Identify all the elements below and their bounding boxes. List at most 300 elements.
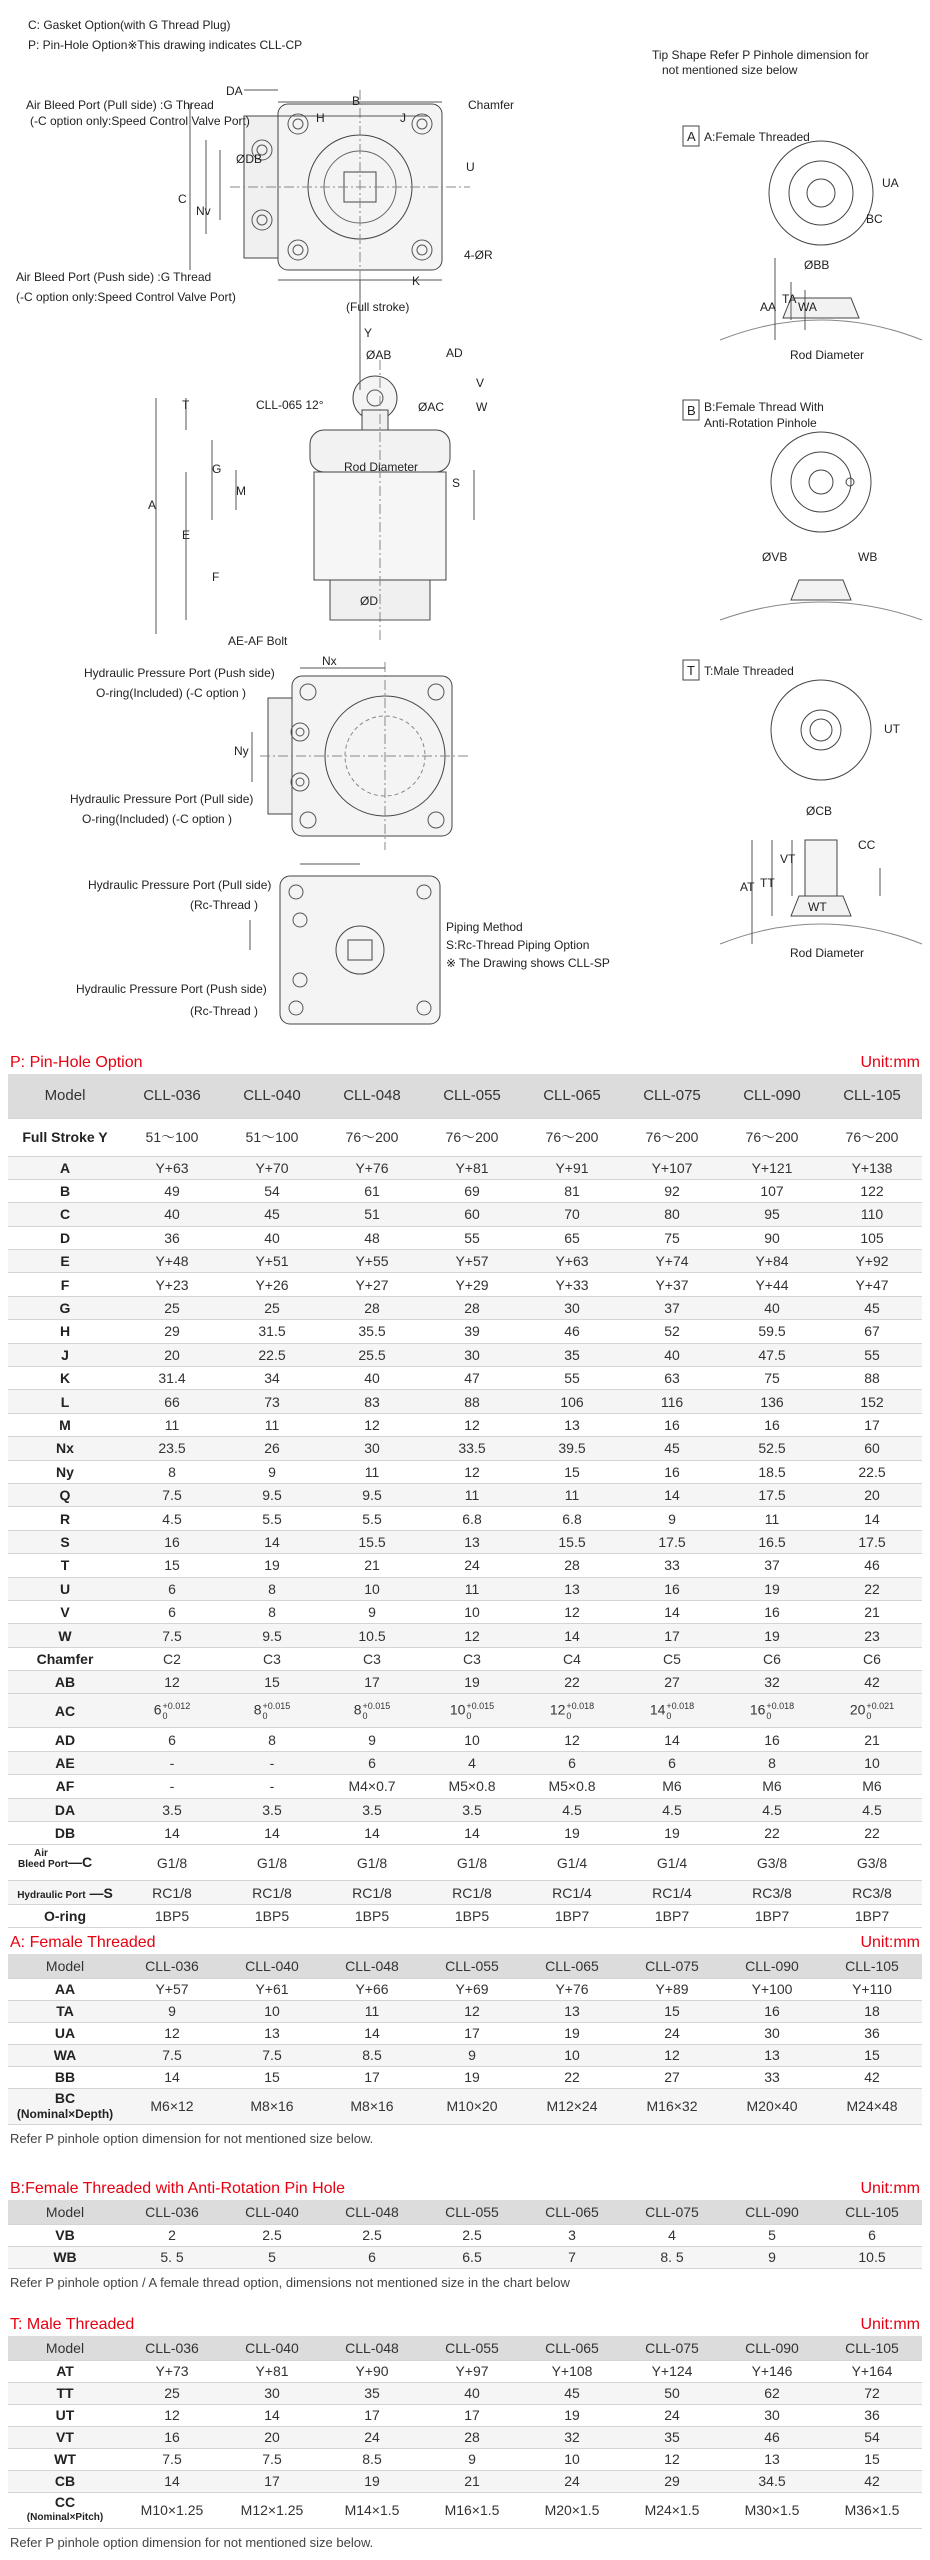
- table-cell: Y+63: [522, 1250, 622, 1273]
- table-row: [8, 1156, 922, 1179]
- row-label: Chamfer: [8, 1647, 122, 1670]
- dim-cc: CC: [858, 838, 876, 852]
- table-row: [8, 1413, 922, 1436]
- table-cell: 14: [822, 1507, 922, 1530]
- table-cell: 12: [122, 2022, 222, 2044]
- table-cell: 75: [722, 1367, 822, 1390]
- col-header: CLL-040: [222, 1074, 322, 1118]
- cc-cell: M30×1.5: [722, 2492, 822, 2528]
- col-header: CLL-105: [822, 2200, 922, 2224]
- table-cell: 33.5: [422, 1437, 522, 1460]
- table-cell: 14: [422, 1822, 522, 1845]
- table-cell: 37: [622, 1296, 722, 1319]
- male-cc-body: [8, 2492, 922, 2528]
- table-cell: 13: [522, 2000, 622, 2022]
- oring-cell: 1BP5: [422, 1904, 522, 1927]
- dim-wa: WA: [798, 300, 817, 314]
- table-cell: 46: [722, 2426, 822, 2448]
- table-cell: 14: [222, 1822, 322, 1845]
- pin-hole-ac-body: [8, 1694, 922, 1728]
- table-cell: 16: [722, 1728, 822, 1751]
- table-cell: 52.5: [722, 1437, 822, 1460]
- table-cell: 14: [122, 2066, 222, 2088]
- row-label: BB: [8, 2066, 122, 2088]
- dim-m: M: [236, 484, 246, 498]
- table-cell: 6: [322, 1751, 422, 1774]
- table-cell: 76～200: [522, 1118, 622, 1156]
- table-cell: 4.5: [622, 1798, 722, 1821]
- table-row: [8, 1390, 922, 1413]
- ac-cell: 20+0.021 0: [822, 1694, 922, 1728]
- dim-db: ØDB: [236, 152, 263, 166]
- table-row: [8, 2044, 922, 2066]
- col-header: CLL-090: [722, 2336, 822, 2360]
- table-cell: 17: [322, 1671, 422, 1694]
- table-cell: 20: [122, 1343, 222, 1366]
- table-cell: 51～100: [122, 1118, 222, 1156]
- hydraulic-port-row: [8, 1881, 922, 1904]
- table-cell: 19: [722, 1577, 822, 1600]
- table-cell: 36: [822, 2022, 922, 2044]
- opt-b-label-1: B:Female Thread With: [704, 400, 824, 414]
- hyd-cell: RC1/4: [522, 1881, 622, 1904]
- table-cell: 5: [722, 2224, 822, 2246]
- hyd-push-label-2: O-ring(Included) (-C option ): [96, 686, 247, 700]
- table-cell: 19: [422, 1671, 522, 1694]
- hyd-cell: RC1/8: [322, 1881, 422, 1904]
- table-cell: 4.5: [122, 1507, 222, 1530]
- table-cell: 17: [622, 1624, 722, 1647]
- pin-hole-title: P: Pin-Hole Option: [10, 1054, 143, 1071]
- table-cell: 35: [522, 1343, 622, 1366]
- col-header: CLL-040: [222, 1954, 322, 1978]
- table-cell: -: [222, 1775, 322, 1798]
- table-cell: 17: [422, 2404, 522, 2426]
- table-row: [8, 1367, 922, 1390]
- table-cell: 39: [422, 1320, 522, 1343]
- table-cell: 2.5: [422, 2224, 522, 2246]
- cc-cell: M36×1.5: [822, 2492, 922, 2528]
- air-bleed-label: Air Bleed Port —C: [8, 1845, 122, 1881]
- table-cell: 19: [522, 1822, 622, 1845]
- opt-t-letter: T: [687, 663, 695, 678]
- table-row: [8, 1728, 922, 1751]
- col-header: CLL-075: [622, 2336, 722, 2360]
- table-cell: Y+121: [722, 1156, 822, 1179]
- table-cell: 12: [422, 1413, 522, 1436]
- table-row: [8, 1671, 922, 1694]
- table-cell: 11: [222, 1413, 322, 1436]
- table-cell: 47: [422, 1367, 522, 1390]
- air-bleed-cell: G1/8: [122, 1845, 222, 1881]
- air-bleed-cell: G1/8: [222, 1845, 322, 1881]
- rc-view-body: [280, 876, 440, 1024]
- table-cell: C5: [622, 1647, 722, 1670]
- table-cell: 17.5: [722, 1483, 822, 1506]
- table-cell: 69: [422, 1179, 522, 1202]
- hyd-cell: RC1/8: [422, 1881, 522, 1904]
- legend-p: P: Pin-Hole Option※This drawing indicates CLL-CP: [28, 38, 303, 52]
- table-cell: 17: [322, 2066, 422, 2088]
- dim-at: AT: [740, 880, 755, 894]
- dim-wb: WB: [858, 550, 878, 564]
- table-cell: Y+138: [822, 1156, 922, 1179]
- table-cell: 10: [522, 2044, 622, 2066]
- table-cell: 8: [222, 1577, 322, 1600]
- table-cell: 40: [422, 2382, 522, 2404]
- table-row: [8, 1694, 922, 1728]
- opt-a-label: A:Female Threaded: [704, 130, 810, 144]
- ac-cell: 14+0.018 0: [622, 1694, 722, 1728]
- table-row: [8, 2448, 922, 2470]
- anti-rot-note: Refer P pinhole option / A female thread option, dimensions not mentioned size in the chart below: [10, 2274, 570, 2290]
- tip-note-2: not mentioned size below: [662, 63, 798, 77]
- female-note: Refer P pinhole option dimension for not mentioned size below.: [10, 2130, 374, 2146]
- table-cell: 9.5: [222, 1624, 322, 1647]
- table-cell: 34.5: [722, 2470, 822, 2492]
- table-row: [8, 2246, 922, 2268]
- anti-rotation-section: [8, 2176, 922, 2290]
- table-cell: 6: [322, 2246, 422, 2268]
- table-cell: 34: [222, 1367, 322, 1390]
- row-label: C: [8, 1203, 122, 1226]
- row-label: VT: [8, 2426, 122, 2448]
- female-threaded-section: [8, 1930, 922, 2146]
- cc-cell: M12×1.25: [222, 2492, 322, 2528]
- dim-cb: ØCB: [806, 804, 833, 818]
- table-cell: 116: [622, 1390, 722, 1413]
- table-cell: Y+27: [322, 1273, 422, 1296]
- table-cell: 28: [422, 1296, 522, 1319]
- table-cell: 47.5: [722, 1343, 822, 1366]
- table-cell: Y+90: [322, 2360, 422, 2382]
- col-header: CLL-105: [822, 2336, 922, 2360]
- col-header: CLL-065: [522, 1074, 622, 1118]
- table-cell: 10: [522, 2448, 622, 2470]
- row-label: D: [8, 1226, 122, 1249]
- table-cell: 12: [122, 1671, 222, 1694]
- table-row: [8, 1273, 922, 1296]
- table-cell: 10: [822, 1751, 922, 1774]
- table-cell: 29: [122, 1320, 222, 1343]
- table-cell: 12: [422, 1624, 522, 1647]
- table-cell: 32: [522, 2426, 622, 2448]
- table-cell: 66: [122, 1390, 222, 1413]
- table-cell: Y+47: [822, 1273, 922, 1296]
- table-cell: 24: [522, 2470, 622, 2492]
- dim-j: J: [400, 111, 406, 125]
- table-cell: 15.5: [522, 1530, 622, 1553]
- table-row: [8, 1647, 922, 1670]
- opt-b-label-2: Anti-Rotation Pinhole: [704, 416, 817, 430]
- ac-cell: 6+0.012 0: [122, 1694, 222, 1728]
- row-label: J: [8, 1343, 122, 1366]
- dim-bc: BC: [866, 212, 883, 226]
- table-cell: Y+76: [522, 1978, 622, 2000]
- bc-cell: M8×16: [222, 2088, 322, 2124]
- row-label: G: [8, 1296, 122, 1319]
- table-cell: Y+124: [622, 2360, 722, 2382]
- air-bleed-cell: G1/8: [322, 1845, 422, 1881]
- table-row: [8, 1978, 922, 2000]
- table-cell: -: [122, 1751, 222, 1774]
- dim-bb: ØBB: [804, 258, 830, 272]
- technical-drawing: [0, 0, 930, 1042]
- table-cell: 35: [622, 2426, 722, 2448]
- table-cell: 2.5: [222, 2224, 322, 2246]
- table-cell: 9: [422, 2448, 522, 2470]
- table-cell: 30: [522, 1296, 622, 1319]
- col-header: CLL-065: [522, 2336, 622, 2360]
- table-row: [8, 1775, 922, 1798]
- table-cell: 12: [422, 1460, 522, 1483]
- table-cell: 16: [622, 1460, 722, 1483]
- table-cell: 15: [822, 2044, 922, 2066]
- full-stroke-label: (Full stroke): [346, 300, 410, 314]
- table-cell: 10: [322, 1577, 422, 1600]
- table-cell: 13: [722, 2448, 822, 2470]
- air-bleed-row: [8, 1845, 922, 1881]
- col-header: CLL-036: [122, 2200, 222, 2224]
- table-cell: 4: [622, 2224, 722, 2246]
- dim-a: A: [148, 498, 157, 512]
- table-cell: 12: [322, 1413, 422, 1436]
- table-cell: Y+107: [622, 1156, 722, 1179]
- table-cell: 80: [622, 1203, 722, 1226]
- table-cell: 21: [322, 1554, 422, 1577]
- table-cell: 26: [222, 1437, 322, 1460]
- table-cell: 16: [722, 2000, 822, 2022]
- ae-af-bolt-label: AE-AF Bolt: [228, 634, 288, 648]
- table-cell: 27: [622, 2066, 722, 2088]
- row-label: WT: [8, 2448, 122, 2470]
- table-cell: 3: [522, 2224, 622, 2246]
- table-cell: Y+57: [122, 1978, 222, 2000]
- table-cell: 22.5: [222, 1343, 322, 1366]
- hyd-cell: RC1/8: [222, 1881, 322, 1904]
- hyd-cell: RC1/4: [622, 1881, 722, 1904]
- table-row: [8, 1460, 922, 1483]
- table-cell: 15: [222, 2066, 322, 2088]
- table-cell: M6: [822, 1775, 922, 1798]
- table-cell: 6.8: [422, 1507, 522, 1530]
- pin-hole-ports-body: [8, 1845, 922, 1928]
- dim-nx: Nx: [322, 654, 337, 668]
- row-label: R: [8, 1507, 122, 1530]
- dim-b: B: [352, 94, 361, 108]
- table-cell: Y+84: [722, 1250, 822, 1273]
- table-cell: 40: [722, 1296, 822, 1319]
- oring-cell: 1BP7: [522, 1904, 622, 1927]
- table-cell: 40: [222, 1226, 322, 1249]
- female-table: [8, 1954, 922, 2125]
- table-cell: 24: [622, 2404, 722, 2426]
- ac-cell: 12+0.018 0: [522, 1694, 622, 1728]
- table-cell: 30: [722, 2404, 822, 2426]
- dim-ad: AD: [446, 346, 463, 360]
- table-cell: 12: [522, 1728, 622, 1751]
- table-cell: C4: [522, 1647, 622, 1670]
- table-cell: 4.5: [522, 1798, 622, 1821]
- table-cell: 17: [222, 2470, 322, 2492]
- table-row: [8, 2426, 922, 2448]
- table-cell: 45: [622, 1437, 722, 1460]
- table-cell: 7: [522, 2246, 622, 2268]
- bc-cell: M6×12: [122, 2088, 222, 2124]
- rc-push-label-2: (Rc-Thread ): [190, 1004, 259, 1018]
- table-cell: 45: [222, 1203, 322, 1226]
- row-label: B: [8, 1179, 122, 1202]
- table-cell: 8: [122, 1460, 222, 1483]
- table-cell: 76～200: [722, 1118, 822, 1156]
- table-cell: 13: [522, 1577, 622, 1600]
- air-bleed-cell: G1/4: [522, 1845, 622, 1881]
- table-cell: 24: [622, 2022, 722, 2044]
- table-cell: 60: [422, 1203, 522, 1226]
- table-row: [8, 1822, 922, 1845]
- hyd-push-label-1: Hydraulic Pressure Port (Push side): [84, 666, 275, 680]
- rc-pull-label-2: (Rc-Thread ): [190, 898, 259, 912]
- table-cell: Y+100: [722, 1978, 822, 2000]
- hydraulic-port-label: Hydraulic Port —S: [8, 1881, 122, 1904]
- table-cell: Y+26: [222, 1273, 322, 1296]
- row-label: AT: [8, 2360, 122, 2382]
- table-cell: 62: [722, 2382, 822, 2404]
- dim-r: 4-ØR: [464, 248, 493, 262]
- row-label: T: [8, 1554, 122, 1577]
- table-cell: 54: [222, 1179, 322, 1202]
- table-cell: Y+74: [622, 1250, 722, 1273]
- table-cell: 25: [122, 1296, 222, 1319]
- dim-g: G: [212, 462, 222, 476]
- dim-ny: Ny: [234, 744, 249, 758]
- table-cell: 6.8: [522, 1507, 622, 1530]
- table-cell: 70: [522, 1203, 622, 1226]
- row-label: UT: [8, 2404, 122, 2426]
- table-row: [8, 1179, 922, 1202]
- cc-label: CC (Nominal×Pitch): [8, 2492, 122, 2528]
- table-row: [8, 1624, 922, 1647]
- table-cell: 50: [622, 2382, 722, 2404]
- col-header: CLL-040: [222, 2200, 322, 2224]
- row-label: E: [8, 1250, 122, 1273]
- table-cell: 11: [422, 1577, 522, 1600]
- table-cell: Y+146: [722, 2360, 822, 2382]
- female-header-row: [8, 1954, 922, 1978]
- table-cell: Y+91: [522, 1156, 622, 1179]
- table-row: [8, 2360, 922, 2382]
- air-pull-label-2: (-C option only:Speed Control Valve Port): [30, 114, 250, 128]
- table-cell: Y+48: [122, 1250, 222, 1273]
- table-cell: 14: [622, 1600, 722, 1623]
- bc-cell: M12×24: [522, 2088, 622, 2124]
- table-cell: 9: [322, 1728, 422, 1751]
- table-cell: 22: [522, 1671, 622, 1694]
- table-cell: 73: [222, 1390, 322, 1413]
- table-cell: 20: [822, 1483, 922, 1506]
- col-header: CLL-055: [422, 2200, 522, 2224]
- table-cell: Y+57: [422, 1250, 522, 1273]
- table-cell: Y+23: [122, 1273, 222, 1296]
- piping-label-1: Piping Method: [446, 920, 523, 934]
- table-cell: 10.5: [322, 1624, 422, 1647]
- table-cell: 30: [722, 2022, 822, 2044]
- table-cell: 29: [622, 2470, 722, 2492]
- table-cell: C3: [422, 1647, 522, 1670]
- table-cell: 88: [422, 1390, 522, 1413]
- table-cell: M4×0.7: [322, 1775, 422, 1798]
- table-row: [8, 2066, 922, 2088]
- table-cell: 13: [422, 1530, 522, 1553]
- table-cell: 48: [322, 1226, 422, 1249]
- table-cell: C3: [222, 1647, 322, 1670]
- table-cell: Y+51: [222, 1250, 322, 1273]
- table-cell: 13: [722, 2044, 822, 2066]
- table-cell: 24: [322, 2426, 422, 2448]
- table-cell: 33: [722, 2066, 822, 2088]
- table-cell: 3.5: [322, 1798, 422, 1821]
- piping-label-3: ※ The Drawing shows CLL-SP: [446, 956, 610, 970]
- table-cell: 15: [822, 2448, 922, 2470]
- table-cell: 4: [422, 1751, 522, 1774]
- table-cell: 16: [622, 1413, 722, 1436]
- table-cell: 8. 5: [622, 2246, 722, 2268]
- table-cell: 5: [222, 2246, 322, 2268]
- table-cell: 106: [522, 1390, 622, 1413]
- hyd-pull-label-2: O-ring(Included) (-C option ): [82, 812, 233, 826]
- dim-t: T: [182, 398, 190, 412]
- table-cell: 21: [422, 2470, 522, 2492]
- row-label: AC: [8, 1694, 122, 1728]
- table-cell: 22: [822, 1822, 922, 1845]
- col-header: CLL-090: [722, 1954, 822, 1978]
- table-cell: 8: [222, 1600, 322, 1623]
- table-cell: 110: [822, 1203, 922, 1226]
- legend-c: C: Gasket Option(with G Thread Plug): [28, 18, 231, 32]
- table-cell: 92: [622, 1179, 722, 1202]
- table-cell: 28: [322, 1296, 422, 1319]
- table-cell: 42: [822, 2066, 922, 2088]
- row-label: WA: [8, 2044, 122, 2066]
- male-threaded-section: [8, 2312, 922, 2550]
- rc-pull-label-1: Hydraulic Pressure Port (Pull side): [88, 878, 272, 892]
- table-cell: 14: [622, 1728, 722, 1751]
- table-cell: 12: [122, 2404, 222, 2426]
- table-cell: 42: [822, 2470, 922, 2492]
- col-header: CLL-048: [322, 2200, 422, 2224]
- table-cell: Y+81: [222, 2360, 322, 2382]
- table-cell: 10: [422, 1600, 522, 1623]
- table-cell: 10.5: [822, 2246, 922, 2268]
- anti-rot-title: B:Female Threaded with Anti-Rotation Pin Hole: [10, 2180, 345, 2197]
- cc-cell: M24×1.5: [622, 2492, 722, 2528]
- col-header: Model: [8, 2336, 122, 2360]
- table-cell: 9: [122, 2000, 222, 2022]
- dim-ac: ØAC: [418, 400, 445, 414]
- anti-rot-body: [8, 2224, 922, 2268]
- table-cell: 152: [822, 1390, 922, 1413]
- table-cell: 12: [422, 2000, 522, 2022]
- table-cell: 9: [422, 2044, 522, 2066]
- table-cell: 5. 5: [122, 2246, 222, 2268]
- table-cell: -: [222, 1751, 322, 1774]
- piping-label-2: S:Rc-Thread Piping Option: [446, 938, 590, 952]
- table-cell: 8: [222, 1728, 322, 1751]
- rod-diameter-a: Rod Diameter: [790, 348, 865, 362]
- table-cell: Y+55: [322, 1250, 422, 1273]
- opt-t-label: T:Male Threaded: [704, 664, 794, 678]
- table-cell: 9: [322, 1600, 422, 1623]
